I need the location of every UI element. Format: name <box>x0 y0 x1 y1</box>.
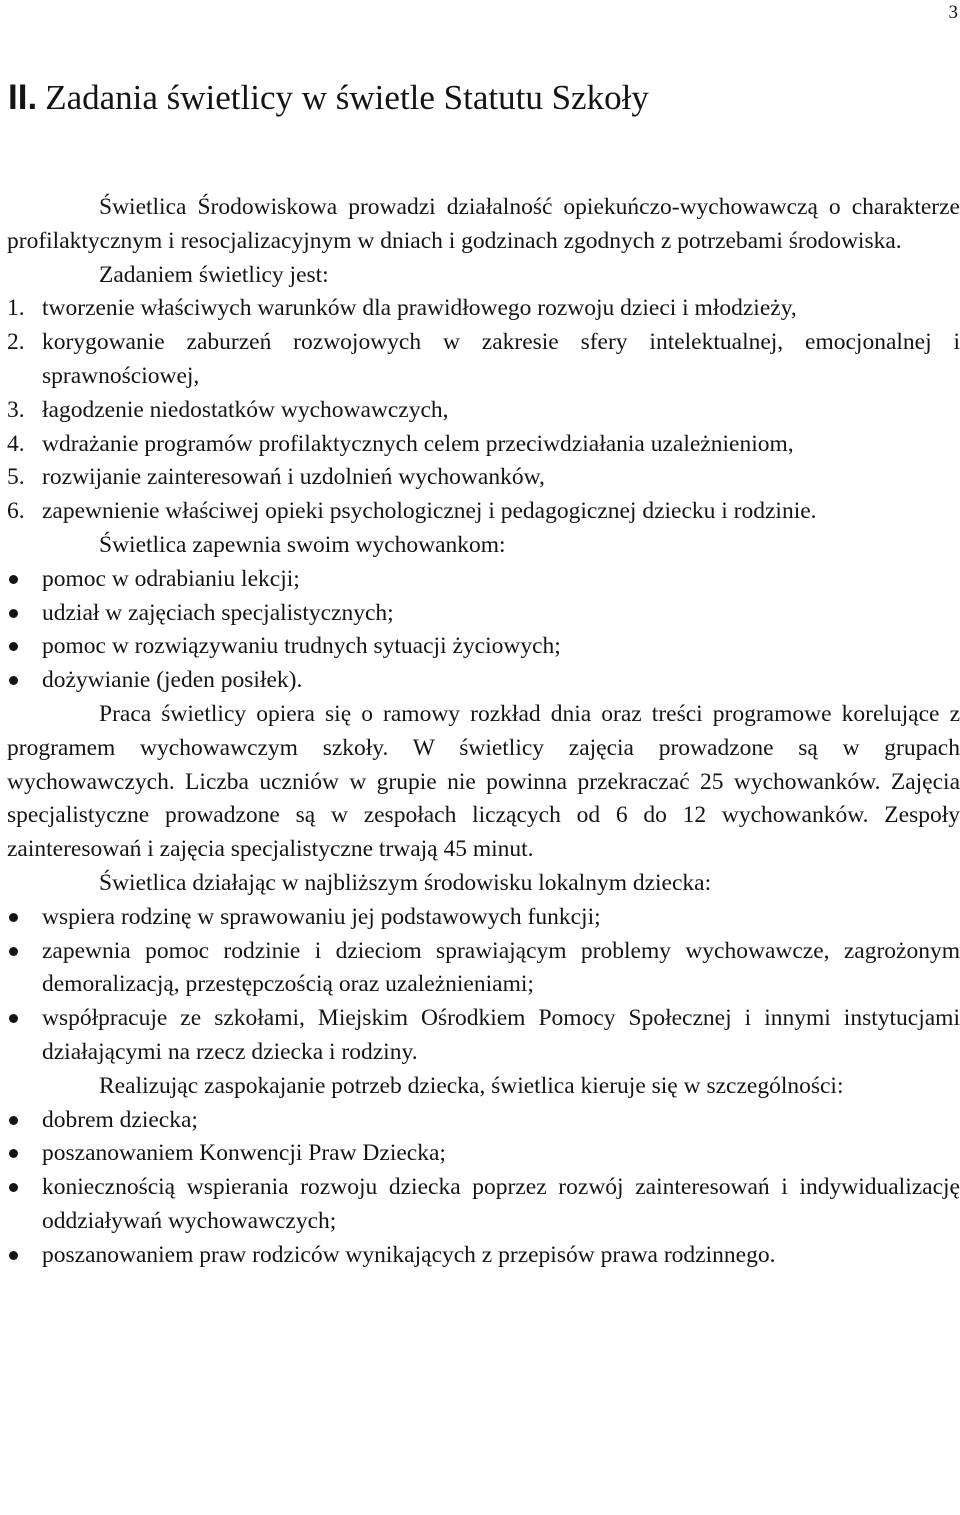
list-item-text: zapewnia pomoc rodzinie i dzieciom sprawiającym problemy wychowawcze, zagrożonym demoralizacją, przestępczością oraz uzależnieniami; <box>42 937 960 998</box>
local-list <box>7 901 960 1070</box>
bullet-icon <box>9 609 18 618</box>
provides-list <box>7 563 960 698</box>
list-item <box>7 935 960 1003</box>
bullet-icon <box>9 1116 18 1125</box>
bullet-icon <box>9 913 18 922</box>
section-title: Zadania świetlicy w świetle Statutu Szkoły <box>45 78 649 117</box>
local-intro: Świetlica działając w najbliższym środowisku lokalnym dziecka: <box>99 869 712 896</box>
list-item-number: 4. <box>7 430 25 457</box>
bullet-icon <box>9 1251 18 1260</box>
tasks-intro: Zadaniem świetlicy jest: <box>99 261 329 288</box>
bullet-icon <box>9 1149 18 1158</box>
section-heading <box>8 76 649 120</box>
list-item-text: koniecznością wspierania rozwoju dziecka poprzez rozwój zainteresowań i indywidualizację oddziaływań wychowawczych; <box>42 1174 960 1234</box>
list-item <box>7 1104 960 1138</box>
list-item <box>7 394 960 428</box>
list-item <box>7 1137 960 1171</box>
list-item-number: 5. <box>7 464 25 491</box>
needs-intro: Realizując zaspokajanie potrzeb dziecka, świetlica kieruje się w szczególności: <box>99 1072 844 1099</box>
list-item-text: tworzenie właściwych warunków dla prawidłowego rozwoju dzieci i młodzieży, <box>42 295 797 322</box>
list-item <box>7 495 960 529</box>
list-item <box>7 1239 960 1273</box>
list-item-number: 2. <box>7 329 25 356</box>
list-item <box>7 597 960 631</box>
bullet-icon <box>9 676 18 685</box>
page-number: 3 <box>948 2 958 23</box>
list-item <box>7 630 960 664</box>
list-item-text: wdrażanie programów profilaktycznych celem przeciwdziałania uzależnieniom, <box>42 430 794 457</box>
list-item-number: 1. <box>7 295 25 322</box>
list-item-number: 6. <box>7 498 25 525</box>
list-item <box>7 461 960 495</box>
list-item-text: udział w zajęciach specjalistycznych; <box>42 599 394 626</box>
list-item-text: korygowanie zaburzeń rozwojowych w zakresie sfery intelektualnej, emocjonalnej i sprawnościowej, <box>42 329 960 389</box>
list-item <box>7 292 960 326</box>
bullet-icon <box>9 575 18 584</box>
document-body <box>7 191 960 1273</box>
list-item <box>7 1171 960 1239</box>
tasks-list <box>7 292 960 529</box>
list-item-number: 3. <box>7 396 25 423</box>
list-item-text: pomoc w odrabianiu lekcji; <box>42 565 300 592</box>
list-item <box>7 326 960 394</box>
list-item-text: dobrem dziecka; <box>42 1106 198 1133</box>
list-item-text: rozwijanie zainteresowań i uzdolnień wychowanków, <box>42 464 545 491</box>
bullet-icon <box>9 642 18 651</box>
section-number: II. <box>8 78 38 117</box>
list-item <box>7 664 960 698</box>
list-item <box>7 563 960 597</box>
list-item <box>7 901 960 935</box>
list-item-text: współpracuje ze szkołami, Miejskim Ośrodkiem Pomocy Społecznej i innymi instytucjami działającymi na rzecz dziecka i rodziny. <box>42 1005 960 1065</box>
list-item-text: pomoc w rozwiązywaniu trudnych sytuacji życiowych; <box>42 633 561 660</box>
bullet-icon <box>9 1014 18 1023</box>
list-item-text: wspiera rodzinę w sprawowaniu jej podstawowych funkcji; <box>42 903 601 930</box>
list-item-text: poszanowaniem praw rodziców wynikających z przepisów prawa rodzinnego. <box>42 1241 776 1268</box>
needs-list <box>7 1104 960 1273</box>
bullet-icon <box>9 947 18 956</box>
provides-intro: Świetlica zapewnia swoim wychowankom: <box>99 531 506 558</box>
work-paragraph: Praca świetlicy opiera się o ramowy rozkład dnia oraz treści programowe korelujące z programem wychowawczym szkoły. W świetlicy zajęcia prowadzone są w grupach wychowawczych. Liczba uczniów w grupie nie powinna przekraczać 25 wychowanków. Zajęcia specjalistyczne prowadzone są w zespołach liczących od 6 do 12 wychowanków. Zespoły zainteresowań i zajęcia specjalistyczne trwają 45 minut. <box>7 700 960 863</box>
list-item-text: zapewnienie właściwej opieki psychologicznej i pedagogicznej dziecku i rodzinie. <box>42 498 817 525</box>
list-item-text: poszanowaniem Konwencji Praw Dziecka; <box>42 1140 446 1167</box>
list-item-text: łagodzenie niedostatków wychowawczych, <box>42 396 449 423</box>
list-item <box>7 428 960 462</box>
intro-paragraph: Świetlica Środowiskowa prowadzi działalność opiekuńczo-wychowawczą o charakterze profilaktycznym i resocjalizacyjnym w dniach i godzinach zgodnych z potrzebami środowiska. <box>7 194 960 254</box>
bullet-icon <box>9 1183 18 1192</box>
list-item <box>7 1002 960 1070</box>
list-item-text: dożywianie (jeden posiłek). <box>42 667 303 694</box>
